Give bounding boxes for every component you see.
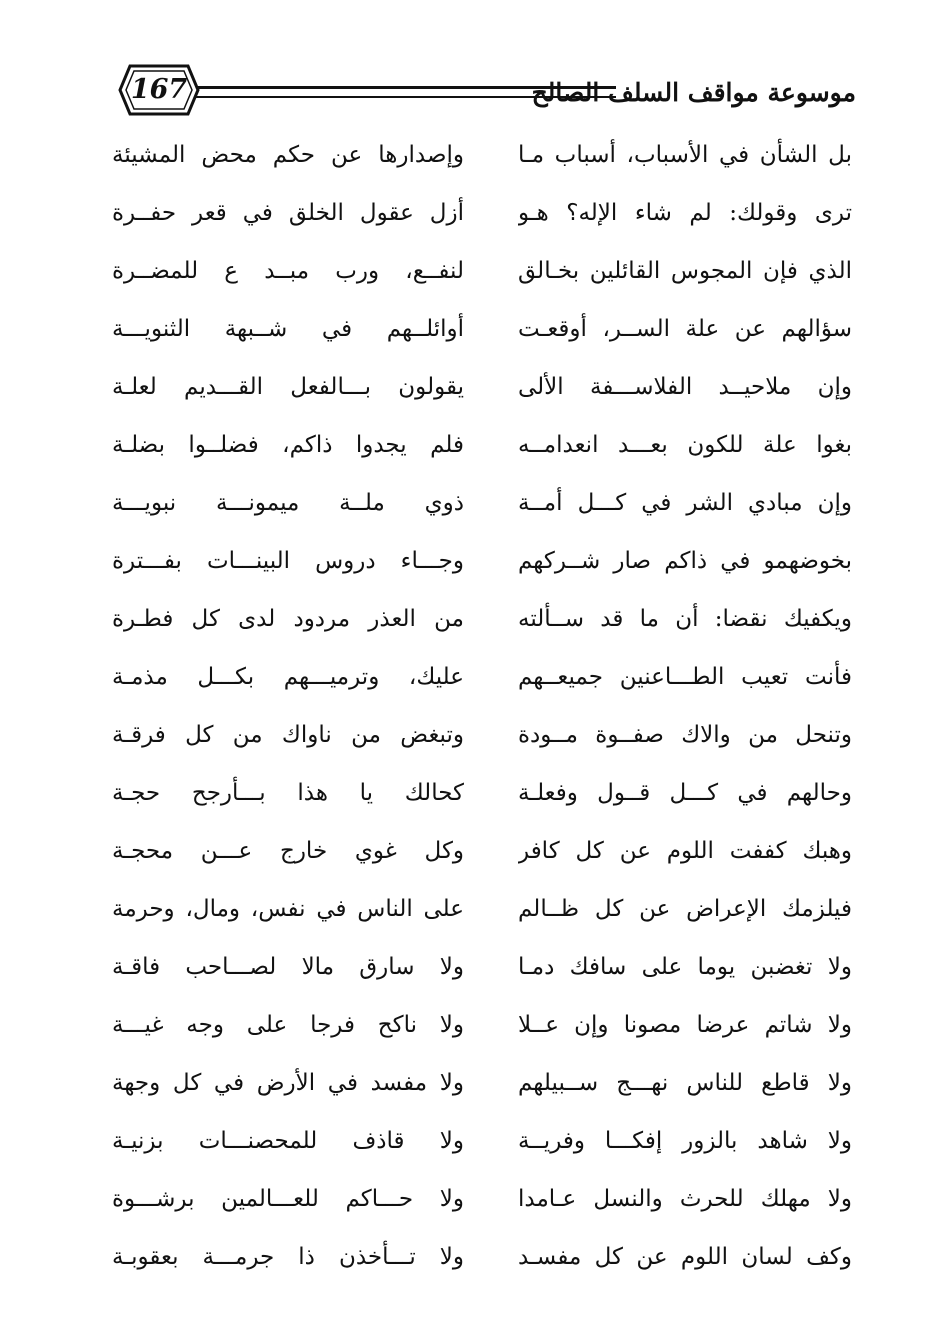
verse-first-hemistich: ولا تغضبن يوما على سافك دمـا [518,954,852,980]
verse-second-hemistich: ولا حـــاكم للعـــالمين برشـــوة [112,1186,464,1212]
verse [112,764,852,822]
verse [112,416,852,474]
verse-second-hemistich: ذوي ملــة ميمونـــة نبويـــة [112,490,464,516]
book-title: موسوعة مواقف السلف الصالح [531,78,856,107]
verse [112,880,852,938]
verse [112,1228,852,1286]
verse [112,1170,852,1228]
verse-first-hemistich: ولا شاتم عرضا مصونا وإن عــلا [518,1012,852,1038]
verse-second-hemistich: ولا مفسد في الأرض في كل وجهة [112,1070,464,1096]
verse [112,996,852,1054]
verse-second-hemistich: وكل غوي خارج عـــن محجـة [112,838,464,864]
verse-second-hemistich: ولا سارق مالا لصـــاحب فاقـة [112,954,464,980]
verse [112,1112,852,1170]
verse-second-hemistich: أوائلــهم في شــبهة الثنويـــة [112,316,464,342]
verse [112,706,852,764]
verse-second-hemistich: ولا ناكح فرجا على وجه غيـــة [112,1012,464,1038]
verse-first-hemistich: ترى وقولك: لم شاء الإله؟ هـو [518,200,852,226]
verse [112,648,852,706]
verse-second-hemistich: كحالك يا هذا بـــأرجح حجـة [112,780,464,806]
verse-second-hemistich: ولا قاذف للمحصنـــات بزنيـة [112,1128,464,1154]
verse [112,358,852,416]
page-number: 167 [130,74,188,105]
verse-first-hemistich: وحالهم في كـــل قــول وفعلـة [518,780,852,806]
verse-first-hemistich: وهبك كففت اللوم عن كل كافر [518,838,852,864]
verse-second-hemistich: ولا تـــأخذن ذا جرمـــة بعقوبـة [112,1244,464,1270]
verse-second-hemistich: يقولون بـــالفعل القـــديم لعلـة [112,374,464,400]
verse [112,1054,852,1112]
verse-first-hemistich: ولا قاطع للناس نهـــج ســبيلهم [518,1070,852,1096]
verse-first-hemistich: ولا مهلك للحرث والنسل عـامدا [518,1186,852,1212]
verse [112,938,852,996]
verse [112,822,852,880]
verse-second-hemistich: وتبغض من ناواك من كل فرقـة [112,722,464,748]
verse-first-hemistich: بغوا علة للكون بعـــد انعدامــه [518,432,852,458]
verse [112,590,852,648]
verse-first-hemistich: فيلزمك الإعراض عن كل ظــالم [518,896,852,922]
verse [112,184,852,242]
verse-first-hemistich: فأنت تعيب الطـــاعنين جميعــهم [518,664,852,690]
verse [112,242,852,300]
verse-second-hemistich: لنفــع، ورب مبــد ع للمضــرة [112,258,464,284]
verse [112,532,852,590]
verse-first-hemistich: الذي فإن المجوس القائلين بخـالق [518,258,852,284]
verse-first-hemistich: ويكفيك نقضا: أن ما قد ســألته [518,606,852,632]
verse-first-hemistich: بل الشأن في الأسباب، أسباب مـا [518,142,852,168]
verse [112,474,852,532]
verse-first-hemistich: وإن مبادي الشر في كـــل أمــة [518,490,852,516]
verse [112,300,852,358]
page-number-badge [118,64,200,116]
verse-first-hemistich: سؤالهم عن علة الســر، أوقعـت [518,316,852,342]
verse-first-hemistich: بخوضهمو في ذاكم صار شــركهم [518,548,852,574]
verse-first-hemistich: وإن ملاحيــد الفلاســـفة الألى [518,374,852,400]
verse-first-hemistich: وتنحل من والاك صفــوة مــودة [518,722,852,748]
verse-second-hemistich: أزل عقول الخلق في قعر حفــرة [112,200,464,226]
verse-first-hemistich: وكف لسان اللوم عن كل مفسـد [518,1244,852,1270]
verse-first-hemistich: ولا شاهد بالزور إفكـــا وفريــة [518,1128,852,1154]
verse-second-hemistich: من العذر مردود لدى كل فطـرة [112,606,464,632]
verse-second-hemistich: عليك، وترميـــهم بكـــل مذمـة [112,664,464,690]
verse [112,126,852,184]
verse-second-hemistich: فلم يجدوا ذاكم، فضلــوا بضلـة [112,432,464,458]
page-header [0,0,938,130]
verse-second-hemistich: على الناس في نفس، ومال، وحرمة [112,896,464,922]
verse-second-hemistich: وجـــاء دروس البينـــات بفـــترة [112,548,464,574]
verse-second-hemistich: وإصدارها عن حكم محض المشيئة [112,142,464,168]
